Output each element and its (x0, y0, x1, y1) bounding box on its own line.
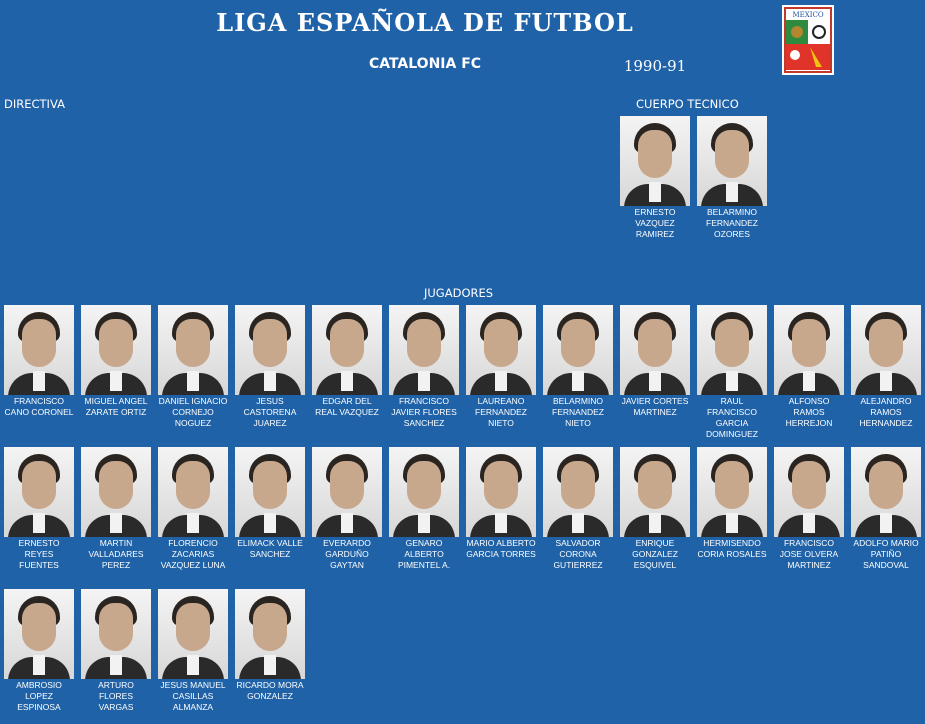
player-photo (158, 589, 228, 679)
player-card (158, 447, 228, 571)
player-card (389, 305, 459, 429)
player-card (235, 447, 305, 560)
section-jugadores: JUGADORES (424, 286, 494, 300)
player-photo (158, 447, 228, 537)
player-photo (851, 305, 921, 395)
player-photo (4, 305, 74, 395)
player-name: RICARDO MORA GONZALEZ (236, 680, 304, 701)
player-photo (620, 447, 690, 537)
staff-card (697, 116, 767, 240)
staff-name: ERNESTO VAZQUEZ RAMIREZ (634, 207, 676, 239)
player-name: FLORENCIO ZACARIAS VAZQUEZ LUNA (160, 538, 226, 570)
player-name: HERMISENDO CORIA ROSALES (697, 538, 767, 559)
staff-photo (620, 116, 690, 206)
player-photo (851, 447, 921, 537)
player-name: FRANCISCO CANO CORONEL (4, 396, 74, 417)
player-card (697, 305, 767, 440)
player-photo (81, 589, 151, 679)
player-card (235, 305, 305, 429)
season-label: 1990-91 (623, 57, 687, 75)
player-card (81, 447, 151, 571)
player-photo (4, 447, 74, 537)
player-photo (466, 447, 536, 537)
player-photo (4, 589, 74, 679)
player-card (158, 305, 228, 429)
player-photo (235, 589, 305, 679)
player-name: ARTURO FLORES VARGAS (98, 680, 134, 712)
player-card (466, 305, 536, 429)
player-name: FRANCISCO JAVIER FLORES SANCHEZ (391, 396, 457, 428)
player-name: ELIMACK VALLE SANCHEZ (237, 538, 303, 559)
player-name: DANIEL IGNACIO CORNEJO NOGUEZ (158, 396, 228, 428)
player-card (158, 589, 228, 713)
player-photo (774, 447, 844, 537)
player-card (543, 305, 613, 429)
player-name: MIGUEL ANGEL ZARATE ORTIZ (84, 396, 148, 417)
player-card (543, 447, 613, 571)
player-name: EVERARDO GARDUÑO GAYTAN (323, 538, 371, 570)
player-name: ENRIQUE GONZALEZ ESQUIVEL (632, 538, 678, 570)
player-photo (697, 305, 767, 395)
player-name: GENARO ALBERTO PIMENTEL A. (397, 538, 451, 570)
player-card (620, 305, 690, 418)
player-name: EDGAR DEL REAL VAZQUEZ (315, 396, 379, 417)
player-photo (235, 447, 305, 537)
player-name: SALVADOR CORONA GUTIERREZ (553, 538, 603, 570)
player-photo (81, 305, 151, 395)
player-card (312, 447, 382, 571)
player-card (851, 447, 921, 571)
team-name: CATALONIA FC (368, 56, 482, 72)
player-photo (81, 447, 151, 537)
player-card (312, 305, 382, 418)
player-card (389, 447, 459, 571)
player-name: MARIO ALBERTO GARCIA TORRES (466, 538, 536, 559)
page-title: LIGA ESPAÑOLA DE FUTBOL (216, 8, 634, 37)
player-card (235, 589, 305, 702)
player-card (4, 589, 74, 713)
player-card (466, 447, 536, 560)
player-card (620, 447, 690, 571)
player-photo (466, 305, 536, 395)
player-photo (158, 305, 228, 395)
section-directiva: DIRECTIVA (4, 97, 65, 111)
player-name: JESUS CASTORENA JUAREZ (243, 396, 297, 428)
player-photo (774, 305, 844, 395)
player-photo (697, 447, 767, 537)
player-photo (389, 447, 459, 537)
player-photo (620, 305, 690, 395)
player-name: JAVIER CORTES MARTINEZ (621, 396, 689, 417)
player-card (697, 447, 767, 560)
player-name: BELARMINO FERNANDEZ NIETO (552, 396, 604, 428)
player-photo (543, 447, 613, 537)
player-name: AMBROSIO LOPEZ ESPINOSA (16, 680, 62, 712)
player-photo (235, 305, 305, 395)
player-name: LAUREANO FERNANDEZ NIETO (475, 396, 527, 428)
player-name: ERNESTO REYES FUENTES (18, 538, 60, 570)
player-card (774, 447, 844, 571)
player-card (81, 305, 151, 418)
player-name: RAUL FRANCISCO GARCIA DOMINGUEZ (706, 396, 758, 439)
player-card (81, 589, 151, 713)
player-photo (543, 305, 613, 395)
player-name: ADOLFO MARIO PATIÑO SANDOVAL (853, 538, 919, 570)
section-cuerpo-tecnico: CUERPO TECNICO (636, 97, 739, 111)
player-card (4, 447, 74, 571)
player-card (774, 305, 844, 429)
player-photo (312, 305, 382, 395)
player-name: ALEJANDRO RAMOS HERNANDEZ (859, 396, 913, 428)
staff-name: BELARMINO FERNANDEZ OZORES (706, 207, 758, 239)
player-photo (312, 447, 382, 537)
player-card (4, 305, 74, 418)
player-name: MARTIN VALLADARES PEREZ (88, 538, 144, 570)
staff-card (620, 116, 690, 240)
player-name: ALFONSO RAMOS HERREJON (785, 396, 833, 428)
player-name: FRANCISCO JOSE OLVERA MARTINEZ (779, 538, 839, 570)
player-photo (389, 305, 459, 395)
player-card (851, 305, 921, 429)
crest-text: MEXICO (792, 11, 824, 19)
staff-photo (697, 116, 767, 206)
club-crest-icon (782, 5, 834, 75)
player-name: JESUS MANUEL CASILLAS ALMANZA (160, 680, 226, 712)
